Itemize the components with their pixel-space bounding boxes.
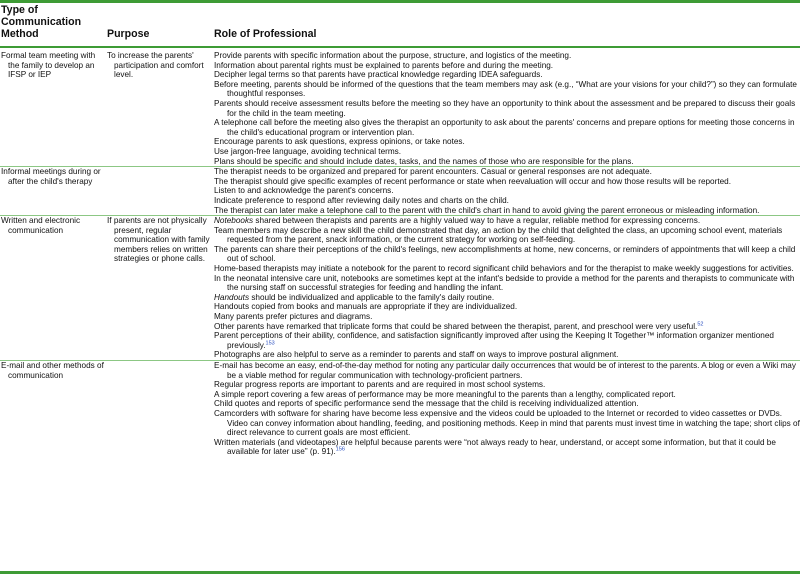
list-item: Information about parental rights must be explained to parents before and during the meeting. — [214, 60, 554, 70]
list-item: The therapist should give specific examples of recent performance or state when reevaluation will occur and how those results will be reported. — [214, 176, 731, 186]
list-item: Decipher legal terms so that parents have practical knowledge regarding IDEA safeguards. — [214, 70, 543, 80]
reference-link[interactable]: 153 — [265, 340, 275, 347]
list-item: Encourage parents to ask questions, express opinions, or take notes. — [214, 137, 465, 147]
table-row — [0, 167, 800, 216]
role-cell — [214, 361, 800, 457]
list-item: Listen to and acknowledge the parent's concerns. — [214, 186, 394, 196]
list-item: Other parents have remarked that triplicate forms that could be shared between the therapist, parent, and preschool were very useful.$^{52}$ — [214, 320, 704, 331]
list-item: E-mail has become an easy, end-of-the-day method for noting any particular daily occurrences that would be of interest to the parents. A blog or even a Wiki may be a viable method for regular communication with technology-proficient partners. — [214, 361, 796, 380]
list-item: The therapist needs to be organized and prepared for parent encounters. Casual or general responses are not adequate. — [214, 167, 652, 177]
list-item: Camcorders with software for sharing have become less expensive and the videos could be uploaded to the Internet or recorded to video cassettes or DVDs. Video can convey information about handling, feeding, and positioning methods. Keep in mind that parents must invest time in watching the tape; short clips of direct relevance to current goals are most efficient. — [214, 408, 800, 438]
list-item: The therapist can later make a telephone call to the parent with the child's chart in hand to avoid giving the parent erroneous or misleading information. — [214, 205, 760, 215]
method-cell: E-mail and other methods of communication — [0, 361, 107, 457]
role-cell — [214, 216, 800, 361]
header-purpose: Purpose — [107, 28, 150, 40]
purpose-cell — [107, 167, 214, 216]
role-cell — [214, 167, 800, 216]
header-rule — [0, 46, 800, 48]
header-role: Role of Professional — [214, 28, 317, 40]
list-item: Written materials (and videotapes) are helpful because parents were “not always ready to hear, understand, or accept some information, but that it could be available for later use” (p. 91).$^{156}$ — [214, 437, 776, 457]
table-row — [0, 216, 800, 361]
purpose-cell: To increase the parents' participation and comfort level. — [107, 51, 204, 80]
list-item: Provide parents with specific information about the purpose, structure, and logistics of the meeting. — [214, 51, 572, 60]
method-cell: Formal team meeting with the family to develop an IFSP or IEP — [1, 51, 96, 80]
table-row — [0, 51, 800, 167]
list-item: Notebooks shared between therapists and parents are a highly valued way to have a regular, reliable method for expressing concerns. — [214, 216, 701, 226]
purpose-cell — [107, 361, 214, 457]
header-method: Type of Communication Method — [1, 4, 82, 40]
reference-link[interactable]: 156 — [335, 446, 345, 453]
list-item: Team members may describe a new skill the child demonstrated that day, an action by the child that delighted the class, an upcoming school event, materials requested from the parent, snack information, or the current strategy for working on self-feeding. — [214, 225, 783, 245]
list-item: Use jargon-free language, avoiding technical terms. — [214, 146, 402, 156]
role-cell — [214, 51, 800, 167]
list-item: Indicate preference to respond after reviewing daily notes and charts on the child. — [214, 195, 509, 205]
list-item: Home-based therapists may initiate a notebook for the parent to record significant child behaviors and for the therapist to make weekly suggestions for activities. — [214, 264, 794, 274]
list-item: Before meeting, parents should be informed of the questions that the team members may ask (e.g., “What are your visions for your child?”) so they can formulate thoughtful responses. — [214, 79, 797, 99]
list-item: Many parents prefer pictures and diagrams. — [214, 312, 373, 322]
communication-table — [0, 51, 800, 457]
list-item: Plans should be specific and should include dates, tasks, and the names of those who are responsible for the plans. — [214, 156, 634, 166]
list-item: Parents should receive assessment results before the meeting so they have an opportunity to think about the assessment and be prepared to discuss their goals for the child in the team meeting. — [214, 98, 796, 118]
list-item: Parent perceptions of their ability, confidence, and satisfaction significantly improved after using the Keeping It Together™ information organizer mentioned previously.$^{153}$ — [214, 331, 774, 350]
method-cell: Informal meetings during or after the child's therapy — [0, 167, 107, 216]
list-item: Handouts copied from books and manuals are appropriate if they are individualized. — [214, 302, 518, 312]
list-item: Photographs are also helpful to serve as a reminder to parents and staff on ways to improve postural alignment. — [214, 350, 619, 360]
list-item: A simple report covering a few areas of performance may be more meaningful to the parents than a lengthy, complicated report. — [214, 389, 676, 399]
list-item: Handouts should be individualized and applicable to the family's daily routine. — [214, 292, 495, 302]
list-item: Child quotes and reports of specific performance send the message that the child is receiving individualized attention. — [214, 399, 639, 409]
list-item: Regular progress reports are important to parents and are required in most school systems. — [214, 380, 546, 390]
reference-link[interactable]: 52 — [697, 320, 704, 327]
list-item: The parents can share their perceptions of the child's feelings, new accomplishments at home, new concerns, or reminders of appointments that will keep a child out of school. — [214, 244, 796, 264]
list-item: A telephone call before the meeting also gives the therapist an opportunity to ask about the parents' concerns and prepare options for meeting those concerns in the child's educational program or intervention plan. — [214, 118, 795, 137]
method-cell: Written and electronic communication — [0, 216, 107, 361]
list-item: In the neonatal intensive care unit, notebooks are sometimes kept at the infant's bedside to provide a method for the parents and therapists to communicate with the nursing staff on successful strategies for feeding and handling the infant. — [214, 273, 795, 293]
purpose-cell: If parents are not physically present, regular communication with family members relies on written strategies or phone calls. — [107, 216, 214, 361]
table-row — [0, 361, 800, 457]
top-rule — [0, 0, 800, 3]
